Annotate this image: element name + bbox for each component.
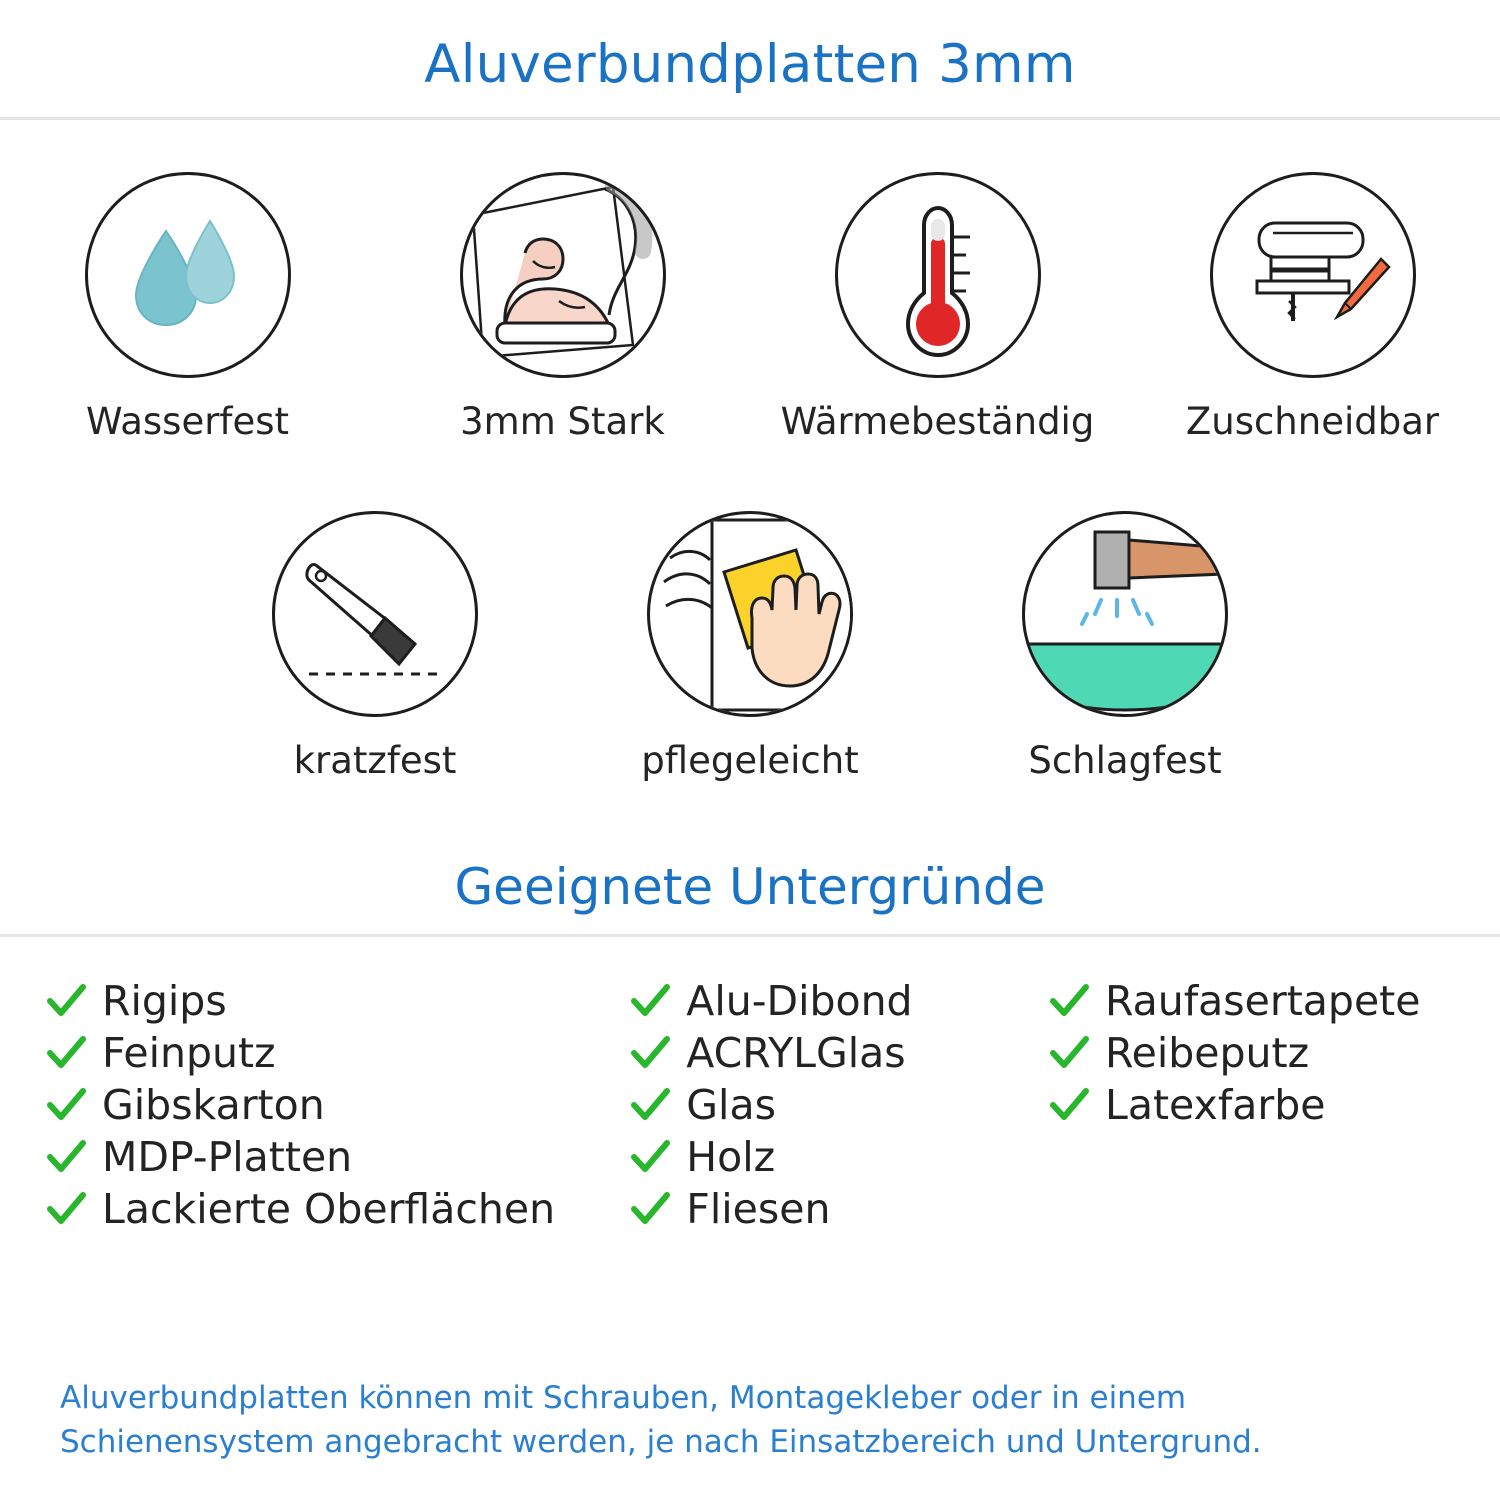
- list-item: [44, 1183, 628, 1235]
- list-item-label: Gibskarton: [102, 1080, 325, 1129]
- check-icon: [628, 1031, 672, 1075]
- feature-label: Zuschneidbar: [1185, 400, 1440, 443]
- list-item: [44, 975, 628, 1027]
- check-icon: [628, 979, 672, 1023]
- check-icon: [44, 1135, 88, 1179]
- list-item-label: Alu-Dibond: [686, 976, 913, 1025]
- list-item-label: Reibeputz: [1105, 1028, 1310, 1077]
- feature-label: kratzfest: [293, 739, 457, 782]
- list-item: [44, 1079, 628, 1131]
- check-icon: [44, 1083, 88, 1127]
- feature-zuschneidbar: [1125, 172, 1500, 443]
- feature-3mm-stark: [375, 172, 750, 443]
- list-item: [1047, 1079, 1456, 1131]
- check-icon: [628, 1135, 672, 1179]
- list-item-label: Rigips: [102, 976, 227, 1025]
- section-band: [0, 848, 1500, 937]
- hand-cleaning-cloth-icon: [647, 511, 853, 717]
- check-icon: [44, 1187, 88, 1231]
- list-item-label: Fliesen: [686, 1184, 831, 1233]
- feature-kratzfest: [188, 511, 563, 782]
- footer-note: Aluverbundplatten können mit Schrauben, Montagekleber oder in einem Schienensystem angebracht werden, je nach Einsatzbereich und Untergrund.: [60, 1379, 1262, 1460]
- knife-scratch-icon: [272, 511, 478, 717]
- check-icon: [1047, 1031, 1091, 1075]
- list-item-label: Lackierte Oberflächen: [102, 1184, 556, 1233]
- list-item-label: Holz: [686, 1132, 776, 1181]
- title-band: [0, 0, 1500, 120]
- section-title: Geeignete Untergründe: [454, 858, 1046, 916]
- page-title: Aluverbundplatten 3mm: [424, 34, 1076, 95]
- list-item: [628, 975, 1047, 1027]
- flexing-arm-icon: [460, 172, 666, 378]
- list-item-label: ACRYLGlas: [686, 1028, 906, 1077]
- list-item: [628, 1027, 1047, 1079]
- list-item: [1047, 975, 1456, 1027]
- check-icon: [628, 1187, 672, 1231]
- feature-waermebestaendig: [750, 172, 1125, 443]
- list-item-label: MDP-Platten: [102, 1132, 353, 1181]
- substrate-column-2: [628, 975, 1047, 1235]
- list-item-label: Raufasertapete: [1105, 976, 1421, 1025]
- feature-label: pflegeleicht: [641, 739, 859, 782]
- list-item: [628, 1183, 1047, 1235]
- substrate-column-1: [44, 975, 628, 1235]
- water-drops-icon: [85, 172, 291, 378]
- thermometer-icon: [835, 172, 1041, 378]
- list-item: [628, 1079, 1047, 1131]
- feature-row-1: [0, 172, 1500, 443]
- list-item: [44, 1027, 628, 1079]
- check-icon: [1047, 1083, 1091, 1127]
- feature-label: Schlagfest: [1028, 739, 1222, 782]
- feature-row-2: [0, 511, 1500, 782]
- list-item-label: Glas: [686, 1080, 776, 1129]
- feature-label: 3mm Stark: [460, 400, 665, 443]
- feature-label: Wasserfest: [86, 400, 289, 443]
- hammer-impact-icon: [1022, 511, 1228, 717]
- list-item-label: Latexfarbe: [1105, 1080, 1326, 1129]
- feature-grid: [0, 120, 1500, 782]
- jigsaw-cutter-icon: [1210, 172, 1416, 378]
- feature-pflegeleicht: [563, 511, 938, 782]
- substrate-column-3: [1047, 975, 1456, 1235]
- check-icon: [628, 1083, 672, 1127]
- list-item: [44, 1131, 628, 1183]
- list-item-label: Feinputz: [102, 1028, 276, 1077]
- check-icon: [44, 1031, 88, 1075]
- feature-label: Wärmebeständig: [780, 400, 1095, 443]
- check-icon: [44, 979, 88, 1023]
- substrate-list: [0, 937, 1500, 1235]
- feature-wasserfest: [0, 172, 375, 443]
- feature-schlagfest: [938, 511, 1313, 782]
- list-item: [628, 1131, 1047, 1183]
- check-icon: [1047, 979, 1091, 1023]
- list-item: [1047, 1027, 1456, 1079]
